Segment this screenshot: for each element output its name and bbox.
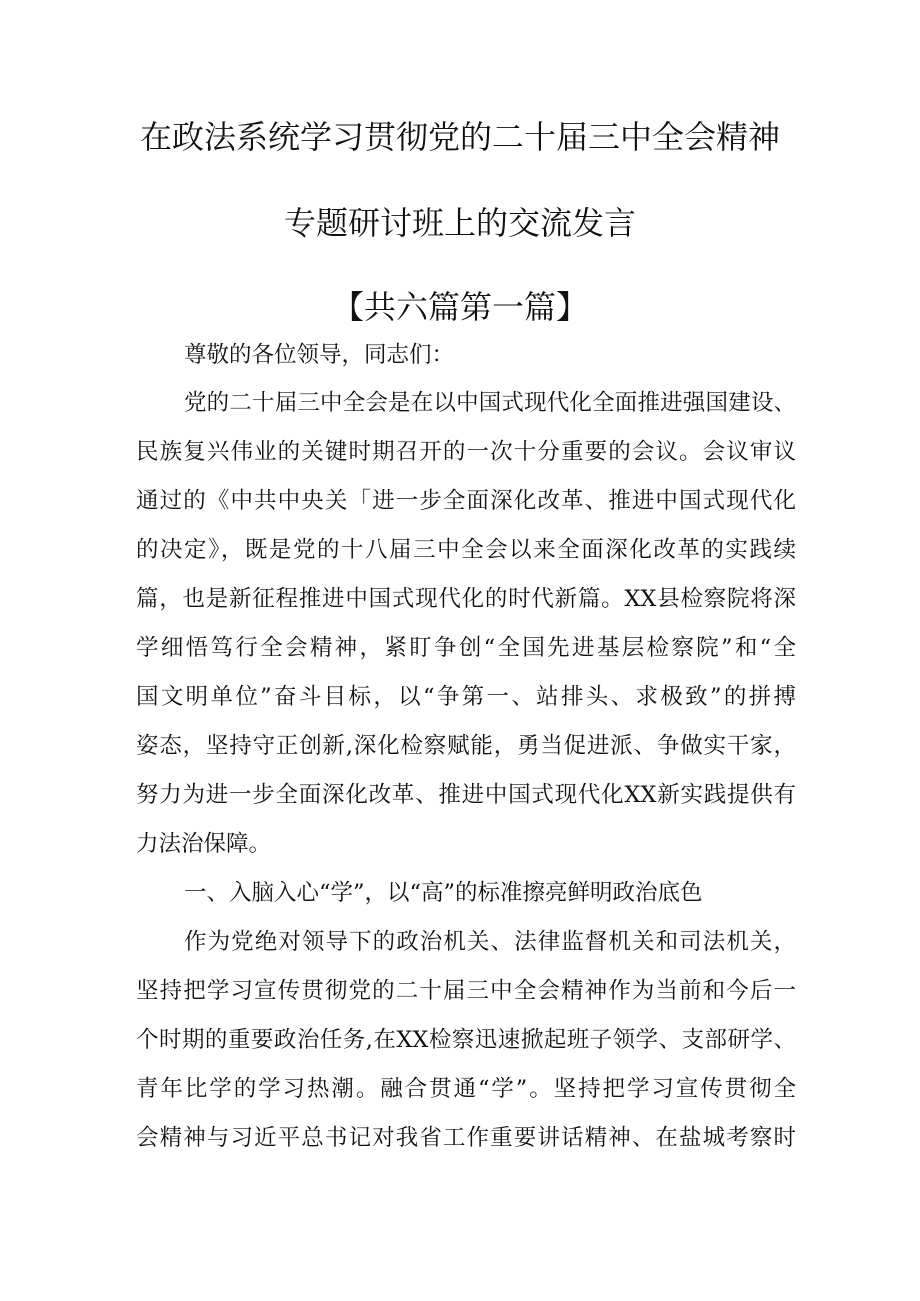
paragraph1-line: 党的二十届三中全会是在以中国式现代化全面推进强国建设、 (184, 390, 796, 416)
title-line-2: 专题研讨班上的交流发言 (283, 204, 636, 242)
paragraph2-line: 作为党绝对领导下的政治机关、法律监督机关和司法机关， (184, 929, 796, 955)
paragraph2-line: 青年比学的学习热潮。融合贯通“学”。坚持把学习宣传贯彻全 (136, 1076, 796, 1102)
paragraph1-line: 国文明单位”奋斗目标，以“争第一、站排头、求极致”的拼搏 (136, 684, 796, 710)
paragraph1-line: 通过的《中共中央关「进一步全面深化改革、推进中国式现代化 (136, 488, 796, 514)
paragraph1-line: 的决定》，既是党的十八届三中全会以来全面深化改革的实践续 (136, 537, 796, 563)
paragraph1-line: 努力为进一步全面深化改革、推进中国式现代化XX新实践提供有 (136, 782, 796, 808)
paragraph1-line: 姿态，坚持守正创新,深化检察赋能，勇当促进派、争做实干家， (136, 733, 796, 759)
title-line-1: 在政法系统学习贯彻党的二十届三中全会精神 (139, 118, 780, 156)
section-heading-1: 一、入脑入心“学”，以“高”的标准擦亮鲜明政治底色 (184, 880, 703, 906)
salutation: 尊敬的各位领导，同志们： (184, 342, 455, 368)
paragraph1-line: 篇，也是新征程推进中国式现代化的时代新篇。XX县检察院将深 (136, 586, 796, 612)
paragraph2-line: 个时期的重要政治任务,在XX检察迅速掀起班子领学、支部研学、 (136, 1027, 796, 1053)
paragraph2-line: 会精神与习近平总书记对我省工作重要讲话精神、在盐城考察时 (136, 1125, 796, 1151)
paragraph2-line: 坚持把学习宣传贯彻党的二十届三中全会精神作为当前和今后一 (136, 978, 796, 1004)
paragraph1-line: 力法治保障。 (136, 831, 272, 857)
paragraph1-line: 民族复兴伟业的关键时期召开的一次十分重要的会议。会议审议 (136, 439, 796, 465)
paragraph1-line: 学细悟笃行全会精神，紧盯争创“全国先进基层检察院”和“全 (136, 635, 796, 661)
title-line-3: 【共六篇第一篇】 (331, 288, 588, 326)
